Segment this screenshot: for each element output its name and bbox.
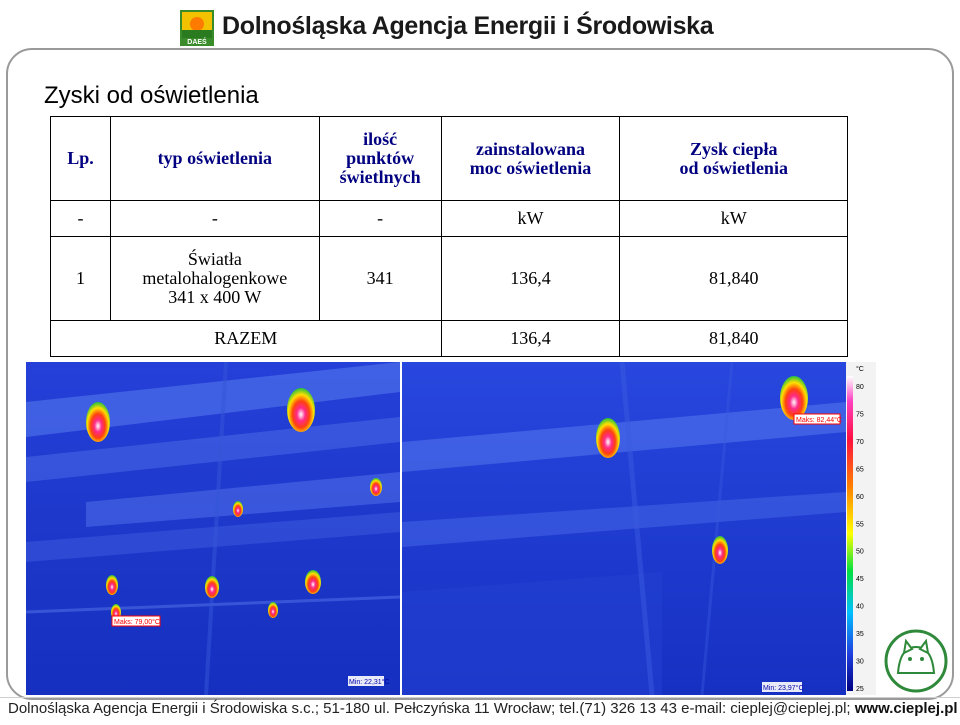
unit-power: kW [441, 201, 620, 237]
scale-tick-label: 55 [856, 521, 864, 529]
scale-tick-label: 35 [856, 631, 864, 639]
header [0, 0, 960, 50]
header-gain-line2: od oświetlenia [679, 157, 788, 178]
cieplej-cat-logo [876, 625, 952, 695]
header-type: typ oświetlenia [110, 117, 319, 201]
header-gain [620, 117, 848, 201]
unit-type: - [110, 201, 319, 237]
header-points-line2: punktów [346, 148, 415, 168]
unit-lp: - [51, 201, 111, 237]
scale-tick-label: 45 [856, 576, 864, 584]
thermal-right-max-label: Maks: 82,44°C [796, 417, 842, 424]
row-type-line3: 341 x 400 W [168, 287, 262, 307]
header-power [441, 117, 620, 201]
scale-tick-label: 25 [856, 686, 864, 693]
scale-tick-label: 30 [856, 658, 864, 666]
row-gain: 81,840 [620, 237, 848, 321]
scale-tick-label: 65 [856, 466, 864, 474]
footer-contact: Dolnośląska Agencja Energii i Środowiska s.c.; 51-180 ul. Pełczyńska 11 Wrocław; tel.(71) 326 13 43 e-mail: cieplej@cieplej.pl; [8, 700, 851, 717]
thermal-image-left [26, 362, 400, 695]
header-points [319, 117, 441, 201]
header-gain-line1: Zysk ciepła [689, 138, 778, 159]
daes-logo [180, 10, 214, 46]
temperature-scale [846, 362, 876, 695]
slide-title: Zyski od oświetlenia [44, 82, 259, 109]
thermal-left-max-label: Maks: 79,00°C [114, 619, 160, 626]
scale-tick-label: 60 [856, 493, 864, 501]
scale-tick-label: 75 [856, 411, 864, 419]
total-label: RAZEM [51, 321, 442, 357]
header-lp: Lp. [51, 117, 111, 201]
lighting-gain-table [50, 116, 848, 357]
row-lp: 1 [51, 237, 111, 321]
table-header-row [51, 117, 848, 201]
unit-gain: kW [620, 201, 848, 237]
scale-unit: °C [856, 366, 864, 373]
thermal-left-min-label: Min: 22,31°C [349, 679, 390, 686]
row-type-line1: Światła [187, 249, 242, 269]
footer [8, 700, 958, 717]
scale-tick-label: 70 [856, 438, 864, 446]
scale-tick-label: 80 [856, 384, 864, 391]
scale-tick-label: 40 [856, 603, 864, 611]
row-power: 136,4 [441, 237, 620, 321]
thermal-right-min-label: Min: 23,97°C [763, 685, 804, 692]
table-row [51, 237, 848, 321]
row-type-line2: metalohalogenkowe [142, 268, 288, 288]
footer-website-link[interactable]: www.cieplej.pl [854, 700, 958, 717]
header-power-line2: moc oświetlenia [469, 157, 592, 178]
header-points-line1: ilość [363, 129, 398, 149]
total-power: 136,4 [441, 321, 620, 357]
table-total-row [51, 321, 848, 357]
row-type [110, 237, 319, 321]
header-power-line1: zainstalowana [475, 138, 585, 159]
table-units-row [51, 201, 848, 237]
unit-points: - [319, 201, 441, 237]
thermal-image-right [402, 362, 846, 695]
footer-divider [0, 697, 960, 698]
total-gain: 81,840 [620, 321, 848, 357]
organization-name: Dolnośląska Agencja Energii i Środowiska [222, 12, 714, 40]
logo-text: DAEŚ [187, 39, 207, 46]
scale-tick-label: 50 [856, 548, 864, 556]
header-points-line3: świetlnych [339, 167, 421, 187]
row-points: 341 [319, 237, 441, 321]
